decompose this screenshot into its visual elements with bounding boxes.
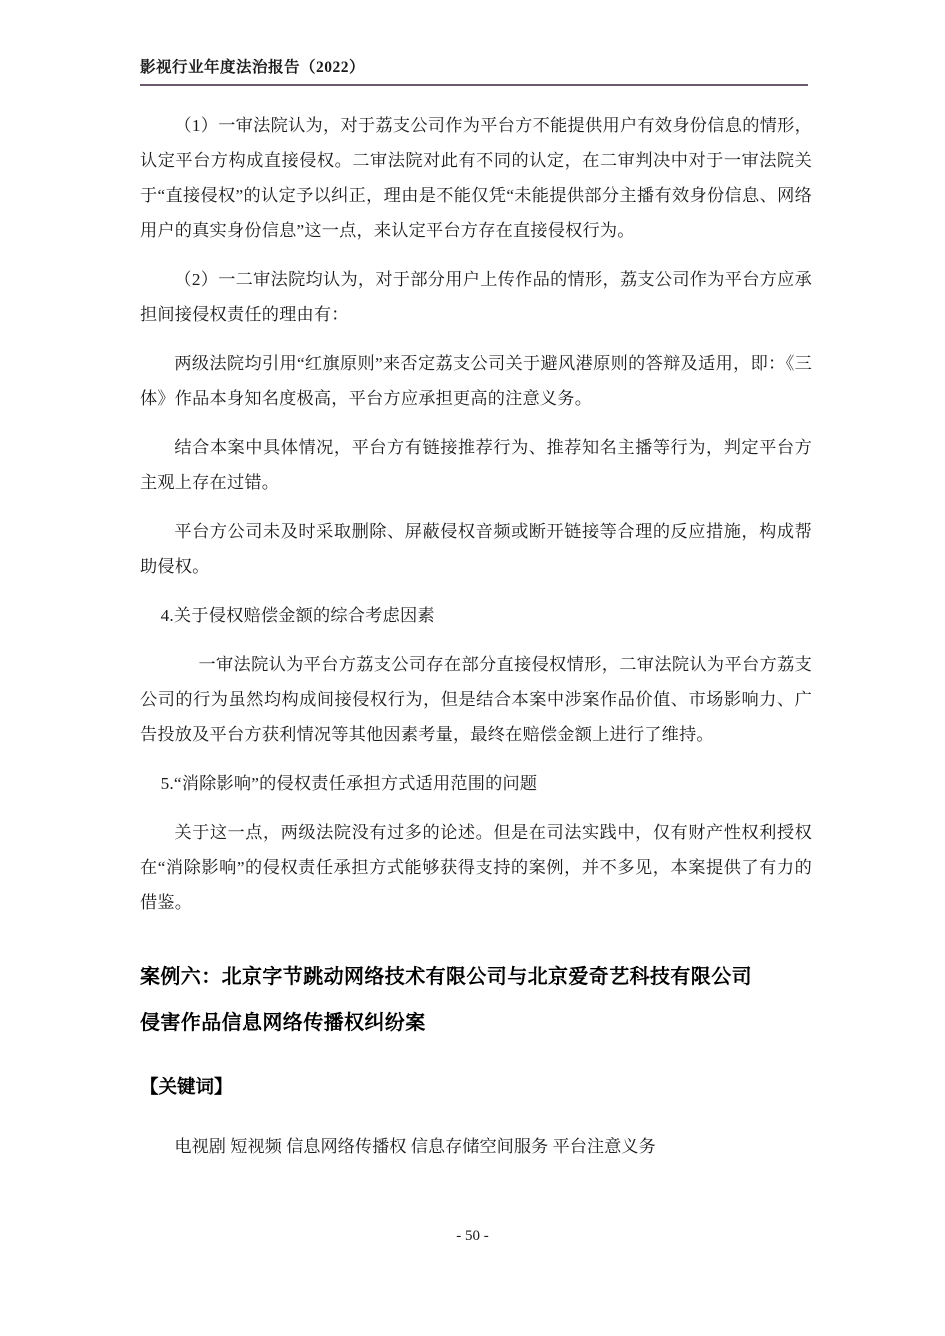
spacer — [140, 920, 812, 954]
paragraph-3: 两级法院均引用“红旗原则”来否定荔支公司关于避风港原则的答辩及适用，即：《三体》作品本身知名度极高，平台方应承担更高的注意义务。 — [140, 354, 812, 408]
spacer — [140, 416, 812, 430]
paragraph-2: （2）一二审法院均认为，对于部分用户上传作品的情形，荔支公司作为平台方应承担间接侵权责任的理由有： — [140, 270, 812, 324]
paragraph-9: 关于这一点，两级法院没有过多的论述。但是在司法实践中，仅有财产性权利授权在“消除影响”的侵权责任承担方式能够获得支持的案例，并不多见，本案提供了有力的借鉴。 — [140, 823, 812, 912]
spacer — [140, 752, 812, 766]
list-item-4-heading: 4.关于侵权赔偿金额的综合考虑因素 — [160, 606, 435, 625]
spacer — [140, 801, 812, 815]
header-title: 影视行业年度法治报告（2022） — [140, 59, 366, 76]
keywords-heading: 【关键词】 — [140, 1078, 233, 1098]
spacer — [140, 1046, 812, 1068]
case-heading-line-1: 案例六：北京字节跳动网络技术有限公司与北京爱奇艺科技有限公司 — [140, 966, 752, 988]
spacer — [140, 500, 812, 514]
page-number: - 50 - — [456, 1228, 489, 1244]
case-heading-line-2: 侵害作品信息网络传播权纠纷案 — [140, 1012, 426, 1034]
paragraph-5: 平台方公司未及时采取删除、屏蔽侵权音频或断开链接等合理的反应措施，构成帮助侵权。 — [140, 522, 812, 576]
list-item-5-heading: 5.“消除影响”的侵权责任承担方式适用范围的问题 — [160, 774, 538, 793]
page-content — [140, 108, 812, 1164]
paragraph-7: 一审法院认为平台方荔支公司存在部分直接侵权情形，二审法院认为平台方荔支公司的行为虽然均构成间接侵权行为，但是结合本案中涉案作品价值、市场影响力、广告投放及平台方获利情况等其他因素考量，最终在赔偿金额上进行了维持。 — [140, 655, 812, 744]
page-header — [140, 55, 808, 86]
spacer — [140, 633, 812, 647]
header-divider — [140, 84, 808, 86]
paragraph-1: （1）一审法院认为，对于荔支公司作为平台方不能提供用户有效身份信息的情形，认定平台方构成直接侵权。二审法院对此有不同的认定，在二审判决中对于一审法院关于“直接侵权”的认定予以纠正，理由是不能仅凭“未能提供部分主播有效身份信息、网络用户的真实身份信息”这一点，来认定平台方存在直接侵权行为。 — [140, 116, 812, 240]
spacer — [140, 1108, 812, 1130]
page-footer — [0, 1228, 945, 1245]
spacer — [140, 332, 812, 346]
paragraph-4: 结合本案中具体情况，平台方有链接推荐行为、推荐知名主播等行为，判定平台方主观上存在过错。 — [140, 438, 812, 492]
spacer — [140, 584, 812, 598]
keywords-list: 电视剧 短视频 信息网络传播权 信息存储空间服务 平台注意义务 — [174, 1137, 656, 1156]
spacer — [140, 248, 812, 262]
